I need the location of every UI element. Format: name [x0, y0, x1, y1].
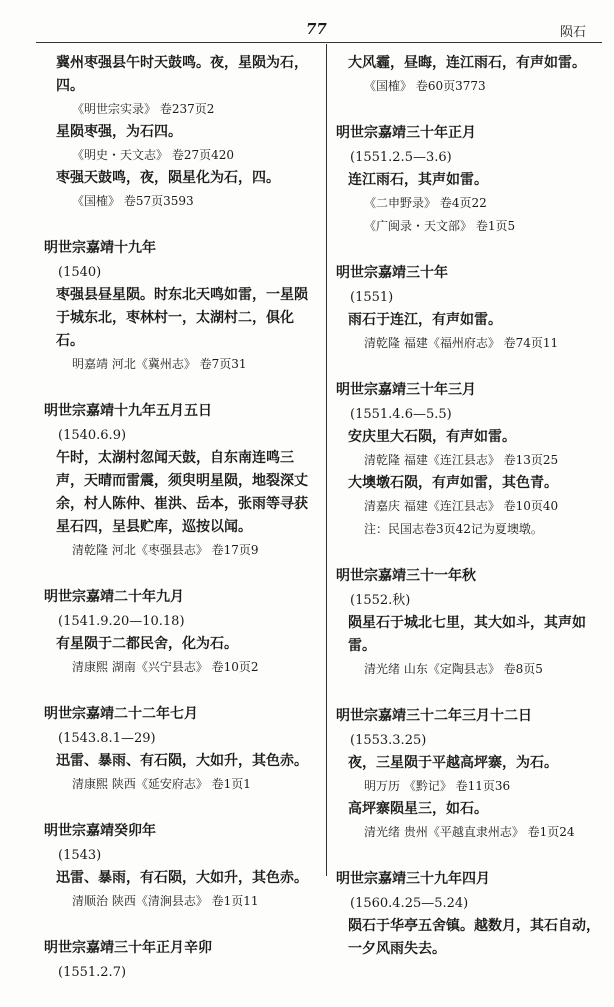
- entry-heading: 明世宗嘉靖三十二年三月十二日: [336, 708, 532, 724]
- entry: [336, 261, 608, 355]
- entry-source: 《国榷》 卷57页3593: [72, 194, 194, 208]
- entry-heading: 明世宗嘉靖三十九年四月: [336, 871, 490, 887]
- entry-heading: 明世宗嘉靖二十二年七月: [44, 706, 198, 722]
- entry-text: 夜，三星陨于平越高坪寨，为石。: [348, 755, 558, 771]
- entry-source: 清光绪 贵州《平越直隶州志》 卷1页24: [364, 825, 575, 839]
- entry-text: 高坪寨陨星三，如石。: [348, 801, 488, 817]
- entry-heading: 明世宗嘉靖三十年三月: [336, 382, 476, 398]
- entry-heading: 明世宗嘉靖癸卯年: [44, 823, 156, 839]
- entry-text: 枣强县昼星陨。时东北天鸣如雷，一星陨于城东北，枣林村一，太湖村二，俱化石。: [56, 287, 308, 349]
- entry-heading: 明世宗嘉靖三十一年秋: [336, 568, 476, 584]
- entry-text: 星陨枣强，为石四。: [56, 124, 182, 140]
- entry-date: (1552.秋): [350, 593, 411, 608]
- entry-text: 安庆里大石陨，有声如雷。: [348, 429, 516, 445]
- entry-heading: 明世宗嘉靖三十年正月辛卯: [44, 940, 212, 956]
- entry: [44, 236, 320, 376]
- entry-source: 清康熙 陕西《延安府志》 卷1页1: [72, 777, 251, 791]
- entry: [44, 399, 320, 562]
- entry-source: 《明史・天文志》 卷27页420: [72, 148, 234, 162]
- entry-date: (1540): [58, 265, 102, 280]
- entry-source: 清嘉庆 福建《连江县志》 卷10页40: [364, 499, 559, 513]
- right-column: [336, 52, 608, 984]
- entry-date: (1560.4.25—5.24): [350, 896, 469, 911]
- entry-heading: 明世宗嘉靖三十年: [336, 265, 448, 281]
- entry: [336, 704, 608, 844]
- entry-text: 迅雷、暴雨，有石陨，大如升，其色赤。: [56, 870, 308, 886]
- entry-source: 《二申野录》 卷4页22: [364, 196, 487, 210]
- entry-text: 冀州枣强县午时天鼓鸣。夜，星陨为石，四。: [56, 55, 308, 94]
- section-label: 陨石: [560, 25, 587, 40]
- entry-source: 清光绪 山东《定陶县志》 卷8页5: [364, 662, 543, 676]
- header-rule: [36, 42, 602, 43]
- entry-note: 注：民国志卷3页42记为夏墺墩。: [364, 522, 543, 536]
- entry: [44, 702, 320, 796]
- entry-source: 清康熙 湖南《兴宁县志》 卷10页2: [72, 660, 259, 674]
- entry-text: 连江雨石，其声如雷。: [348, 172, 488, 188]
- entry: [336, 52, 608, 98]
- entry-date: (1553.3.25): [350, 733, 427, 748]
- entry-text: 午时，太湖村忽闻天鼓，自东南连鸣三声，天晴而雷震，须臾明星陨，地裂深丈余，村人陈仲、崔洪、岳本，张雨等寻获星石四，呈县贮库，巡按以闻。: [56, 450, 308, 535]
- column-divider: [326, 44, 327, 876]
- entry: [336, 867, 608, 961]
- entry-text: 大墺墩石陨，有声如雷，其色青。: [348, 475, 558, 491]
- entry: [336, 378, 608, 541]
- entry-text: 有星陨于二都民舍，化为石。: [56, 636, 238, 652]
- entry-date: (1540.6.9): [58, 428, 127, 443]
- entry-source: 《国榷》 卷60页3773: [364, 79, 486, 93]
- entry-heading: 明世宗嘉靖十九年: [44, 240, 156, 256]
- entry-source: 明嘉靖 河北《冀州志》 卷7页31: [72, 357, 247, 371]
- entry-date: (1551.2.7): [58, 965, 127, 980]
- entry-date: (1551.2.5—3.6): [350, 150, 452, 165]
- entry-date: (1543): [58, 848, 102, 863]
- entry-text: 陨石于华亭五舍镇。越数月，其石自动，一夕风雨失去。: [348, 918, 600, 957]
- entry-text: 陨星石于城北七里，其大如斗，其声如雷。: [348, 615, 586, 654]
- page-number: 77: [306, 20, 327, 38]
- entry-text: 迅雷、暴雨、有石陨，大如升，其色赤。: [56, 753, 308, 769]
- entry-date: (1551.4.6—5.5): [350, 407, 452, 422]
- entry-heading: 明世宗嘉靖十九年五月五日: [44, 403, 212, 419]
- entry-date: (1551): [350, 290, 394, 305]
- entry-text: 枣强天鼓鸣，夜，陨星化为石，四。: [56, 170, 280, 186]
- entry-date: (1541.9.20—10.18): [58, 614, 185, 629]
- entry-source: 清乾隆 福建《连江县志》 卷13页25: [364, 453, 559, 467]
- entry: [336, 564, 608, 681]
- entry-source: 《明世宗实录》 卷237页2: [72, 102, 215, 116]
- entry: [336, 121, 608, 238]
- entry-text: 雨石于连江，有声如雷。: [348, 312, 502, 328]
- entry: [44, 819, 320, 913]
- entry-heading: 明世宗嘉靖二十年九月: [44, 589, 184, 605]
- entry-source: 《广闽录・天文部》 卷1页5: [364, 219, 516, 233]
- entry-text: 大风霾，昼晦，连江雨石，有声如雷。: [348, 55, 586, 71]
- entry: [44, 936, 320, 984]
- entry: [44, 585, 320, 679]
- entry-source: 清顺治 陕西《清涧县志》 卷1页11: [72, 894, 259, 908]
- entry-date: (1543.8.1—29): [58, 731, 156, 746]
- entry-source: 清乾隆 福建《福州府志》 卷74页11: [364, 336, 559, 350]
- entry-source: 明万历 《黔记》 卷11页36: [364, 779, 511, 793]
- entry-heading: 明世宗嘉靖三十年正月: [336, 125, 476, 141]
- entry: [44, 52, 320, 213]
- entry-source: 清乾隆 河北《枣强县志》 卷17页9: [72, 543, 259, 557]
- left-column: [44, 52, 320, 1007]
